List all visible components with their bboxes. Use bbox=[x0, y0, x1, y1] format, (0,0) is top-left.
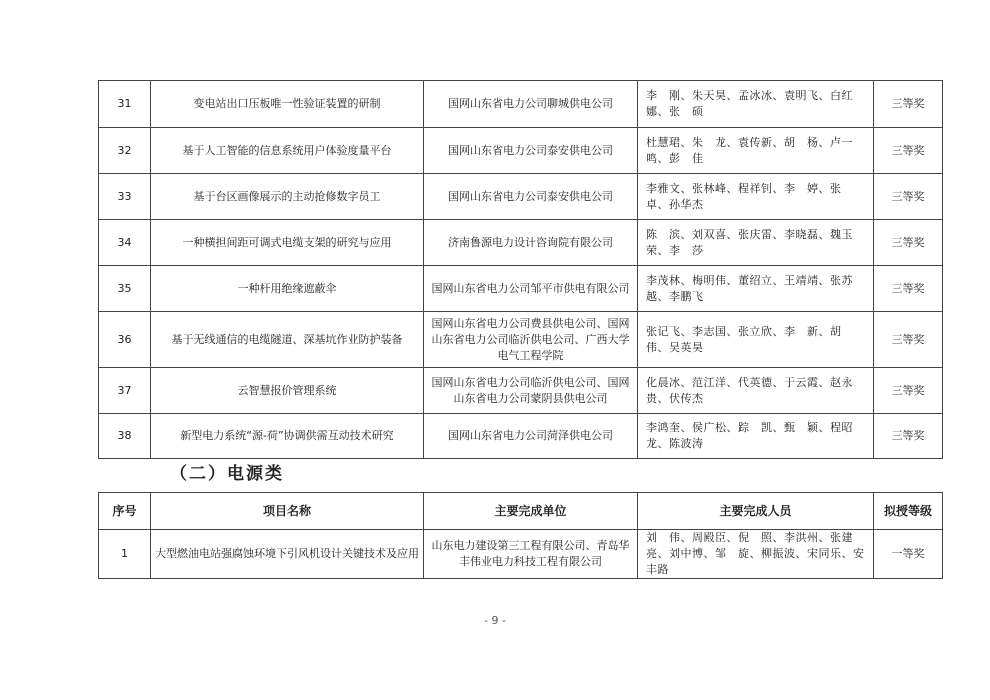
award-grade: 三等奖 bbox=[874, 312, 943, 368]
award-grade: 三等奖 bbox=[874, 128, 943, 174]
award-grade: 三等奖 bbox=[874, 368, 943, 414]
project-name: 基于人工智能的信息系统用户体验度量平台 bbox=[151, 128, 424, 174]
completion-people: 刘 伟、周殿臣、倪 照、李洪州、张建亮、刘中博、邹 旋、柳振波、宋同乐、安丰路 bbox=[638, 530, 874, 579]
table-row bbox=[99, 530, 943, 579]
award-grade: 三等奖 bbox=[874, 220, 943, 266]
completion-unit: 国网山东省电力公司费县供电公司、国网山东省电力公司临沂供电公司、广西大学电气工程学院 bbox=[424, 312, 638, 368]
header-project-name: 项目名称 bbox=[151, 493, 424, 530]
header-number: 序号 bbox=[99, 493, 151, 530]
row-number: 1 bbox=[99, 530, 151, 579]
header-completion-unit: 主要完成单位 bbox=[424, 493, 638, 530]
completion-people: 李雅文、张林峰、程祥钊、李 婷、张 卓、孙华杰 bbox=[638, 174, 874, 220]
page-number: - 9 - bbox=[484, 614, 506, 627]
table-row bbox=[99, 174, 943, 220]
completion-unit: 国网山东省电力公司邹平市供电有限公司 bbox=[424, 266, 638, 312]
completion-unit: 国网山东省电力公司泰安供电公司 bbox=[424, 174, 638, 220]
completion-unit: 国网山东省电力公司菏泽供电公司 bbox=[424, 414, 638, 459]
row-number: 34 bbox=[99, 220, 151, 266]
row-number: 31 bbox=[99, 81, 151, 128]
row-number: 36 bbox=[99, 312, 151, 368]
completion-unit: 国网山东省电力公司临沂供电公司、国网山东省电力公司蒙阴县供电公司 bbox=[424, 368, 638, 414]
row-number: 32 bbox=[99, 128, 151, 174]
row-number: 37 bbox=[99, 368, 151, 414]
completion-unit: 济南鲁源电力设计咨询院有限公司 bbox=[424, 220, 638, 266]
completion-unit: 山东电力建设第三工程有限公司、青岛华丰伟业电力科技工程有限公司 bbox=[424, 530, 638, 579]
table-row bbox=[99, 220, 943, 266]
project-name: 变电站出口压板唯一性验证装置的研制 bbox=[151, 81, 424, 128]
completion-people: 李鸿奎、侯广松、踪 凯、甄 颖、程昭龙、陈波涛 bbox=[638, 414, 874, 459]
completion-people: 化晨冰、范江洋、代英德、于云霞、赵永贵、伏传杰 bbox=[638, 368, 874, 414]
header-award-grade: 拟授等级 bbox=[874, 493, 943, 530]
project-name: 大型燃油电站强腐蚀环境下引风机设计关键技术及应用 bbox=[151, 530, 424, 579]
table-row bbox=[99, 414, 943, 459]
completion-unit: 国网山东省电力公司聊城供电公司 bbox=[424, 81, 638, 128]
row-number: 35 bbox=[99, 266, 151, 312]
awards-table-continued bbox=[98, 80, 943, 459]
award-grade: 一等奖 bbox=[874, 530, 943, 579]
row-number: 38 bbox=[99, 414, 151, 459]
table-row bbox=[99, 128, 943, 174]
table-row bbox=[99, 368, 943, 414]
completion-people: 李茂林、梅明伟、董绍立、王靖靖、张苏越、李鹏飞 bbox=[638, 266, 874, 312]
power-source-awards-table bbox=[98, 492, 943, 579]
award-grade: 三等奖 bbox=[874, 81, 943, 128]
table-row bbox=[99, 312, 943, 368]
row-number: 33 bbox=[99, 174, 151, 220]
project-name: 基于台区画像展示的主动抢修数字员工 bbox=[151, 174, 424, 220]
project-name: 新型电力系统“源-荷”协调供需互动技术研究 bbox=[151, 414, 424, 459]
completion-people: 张记飞、李志国、张立欣、李 新、胡 伟、吴英昊 bbox=[638, 312, 874, 368]
award-grade: 三等奖 bbox=[874, 414, 943, 459]
completion-people: 杜慧珺、朱 龙、袁传新、胡 杨、卢一鸣、彭 佳 bbox=[638, 128, 874, 174]
project-name: 基于无线通信的电缆隧道、深基坑作业防护装备 bbox=[151, 312, 424, 368]
section-heading: （二）电源类 bbox=[170, 464, 284, 484]
project-name: 一种横担间距可调式电缆支架的研究与应用 bbox=[151, 220, 424, 266]
completion-unit: 国网山东省电力公司泰安供电公司 bbox=[424, 128, 638, 174]
project-name: 一种杆用绝缘遮蔽伞 bbox=[151, 266, 424, 312]
award-grade: 三等奖 bbox=[874, 174, 943, 220]
award-grade: 三等奖 bbox=[874, 266, 943, 312]
table-header-row bbox=[99, 493, 943, 530]
completion-people: 李 刚、朱天昊、孟冰冰、袁明飞、白红娜、张 硕 bbox=[638, 81, 874, 128]
header-completion-people: 主要完成人员 bbox=[638, 493, 874, 530]
table-row bbox=[99, 81, 943, 128]
project-name: 云智慧报价管理系统 bbox=[151, 368, 424, 414]
table-row bbox=[99, 266, 943, 312]
completion-people: 陈 滨、刘双喜、张庆雷、李晓磊、魏玉荣、李 莎 bbox=[638, 220, 874, 266]
